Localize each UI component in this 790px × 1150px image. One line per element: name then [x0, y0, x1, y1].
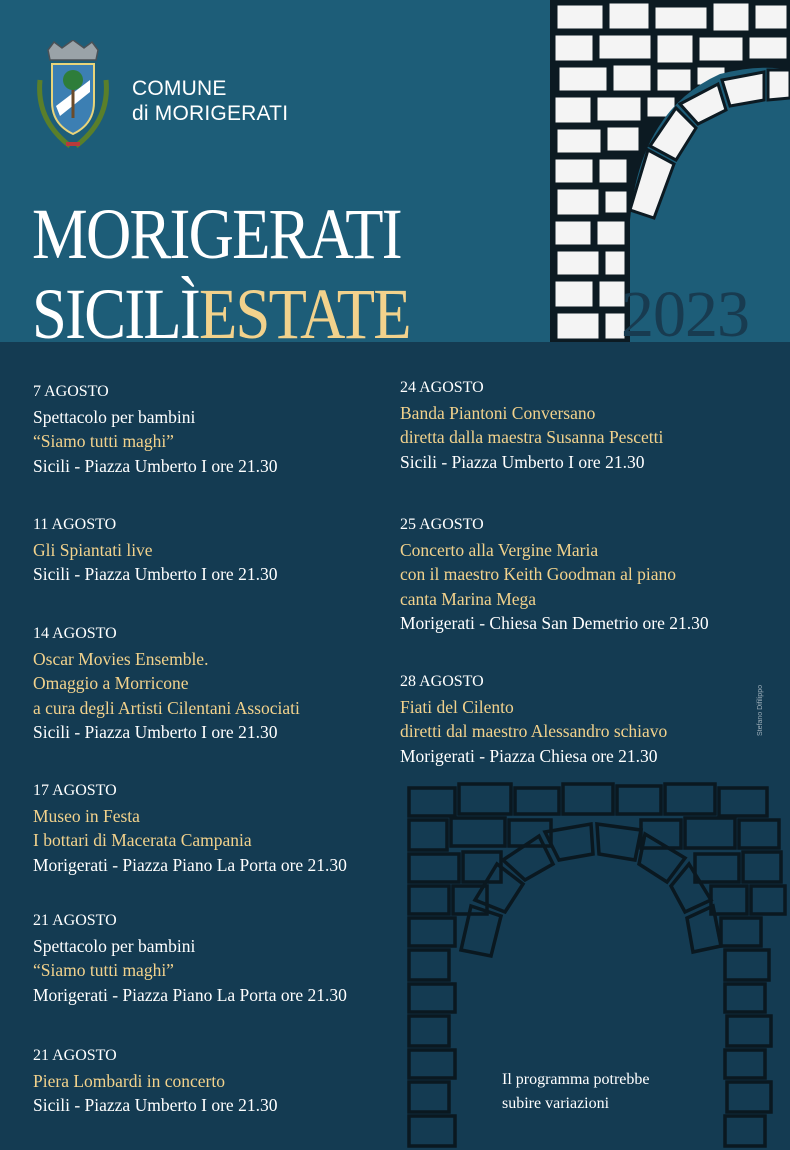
- event-date: 28 AGOSTO: [400, 673, 484, 690]
- event-date: 24 AGOSTO: [400, 379, 484, 396]
- event-date: 21 AGOSTO: [33, 1047, 117, 1064]
- event-block: [400, 670, 667, 768]
- event-block: [33, 1044, 277, 1118]
- title-estate: ESTATE: [199, 274, 410, 354]
- comune-line1: COMUNE: [132, 77, 227, 100]
- event-line: Banda Piantoni Conversano: [400, 402, 596, 423]
- title-morigerati: MORIGERATI: [32, 194, 401, 274]
- title-siciliestate: [32, 276, 410, 352]
- comune-heading: [132, 76, 288, 126]
- event-line: Omaggio a Morricone: [33, 673, 189, 693]
- event-block: [33, 622, 300, 745]
- event-line: con il maestro Keith Goodman al piano: [400, 564, 677, 584]
- event-date: 17 AGOSTO: [33, 782, 117, 799]
- event-block: [400, 513, 709, 636]
- event-line: Piera Lombardi in concerto: [33, 1070, 225, 1091]
- comune-line2: di MORIGERATI: [132, 102, 289, 125]
- event-line: Sicili - Piazza Umberto I ore 21.30: [400, 451, 645, 472]
- event-line: “Siamo tutti maghi”: [33, 960, 174, 980]
- designer-credit: Stefano Difilippo: [757, 685, 764, 736]
- event-line: Morigerati - Piazza Piano La Porta ore 21.30: [33, 984, 347, 1005]
- event-block: [33, 779, 347, 877]
- event-line: diretta dalla maestra Susanna Pescetti: [400, 427, 664, 447]
- event-line: Sicili - Piazza Umberto I ore 21.30: [33, 455, 278, 476]
- event-line: Spettacolo per bambini: [33, 406, 196, 427]
- event-line: Oscar Movies Ensemble.: [33, 648, 209, 669]
- event-line: “Siamo tutti maghi”: [33, 431, 174, 451]
- event-line: Sicili - Piazza Umberto I ore 21.30: [33, 722, 278, 742]
- event-date: 14 AGOSTO: [33, 625, 117, 642]
- event-block: [400, 376, 663, 474]
- disclaimer-line2: subire variazioni: [502, 1095, 610, 1112]
- event-block: [33, 380, 277, 478]
- event-line: Fiati del Cilento: [400, 696, 514, 717]
- event-date: 25 AGOSTO: [400, 516, 484, 533]
- title-sicili: SICILÌ: [32, 274, 200, 354]
- program-disclaimer: [502, 1068, 650, 1116]
- event-line: Morigerati - Piazza Chiesa ore 21.30: [400, 745, 658, 766]
- event-date: 11 AGOSTO: [33, 516, 117, 533]
- event-line: canta Marina Mega: [400, 588, 537, 609]
- event-line: Museo in Festa: [33, 805, 140, 826]
- event-line: Sicili - Piazza Umberto I ore 21.30: [33, 1095, 278, 1115]
- event-line: Concerto alla Vergine Maria: [400, 539, 599, 560]
- event-line: Morigerati - Chiesa San Demetrio ore 21.30: [400, 613, 709, 633]
- event-date: 21 AGOSTO: [33, 912, 117, 929]
- title-year: 2023: [621, 278, 749, 351]
- event-date: 7 AGOSTO: [33, 383, 109, 400]
- event-line: a cura degli Artisti Cilentani Associati: [33, 697, 300, 718]
- disclaimer-line1: Il programma potrebbe: [502, 1071, 650, 1088]
- event-line: diretti dal maestro Alessandro schiavo: [400, 721, 668, 741]
- event-line: I bottari di Macerata Campania: [33, 830, 252, 850]
- event-line: Gli Spiantati live: [33, 539, 153, 560]
- event-line: Spettacolo per bambini: [33, 935, 196, 956]
- event-line: Morigerati - Piazza Piano La Porta ore 21.30: [33, 854, 347, 875]
- comune-crest-logo: [30, 40, 116, 152]
- event-line: Sicili - Piazza Umberto I ore 21.30: [33, 564, 278, 584]
- event-block: [33, 909, 347, 1007]
- event-block: [33, 513, 277, 587]
